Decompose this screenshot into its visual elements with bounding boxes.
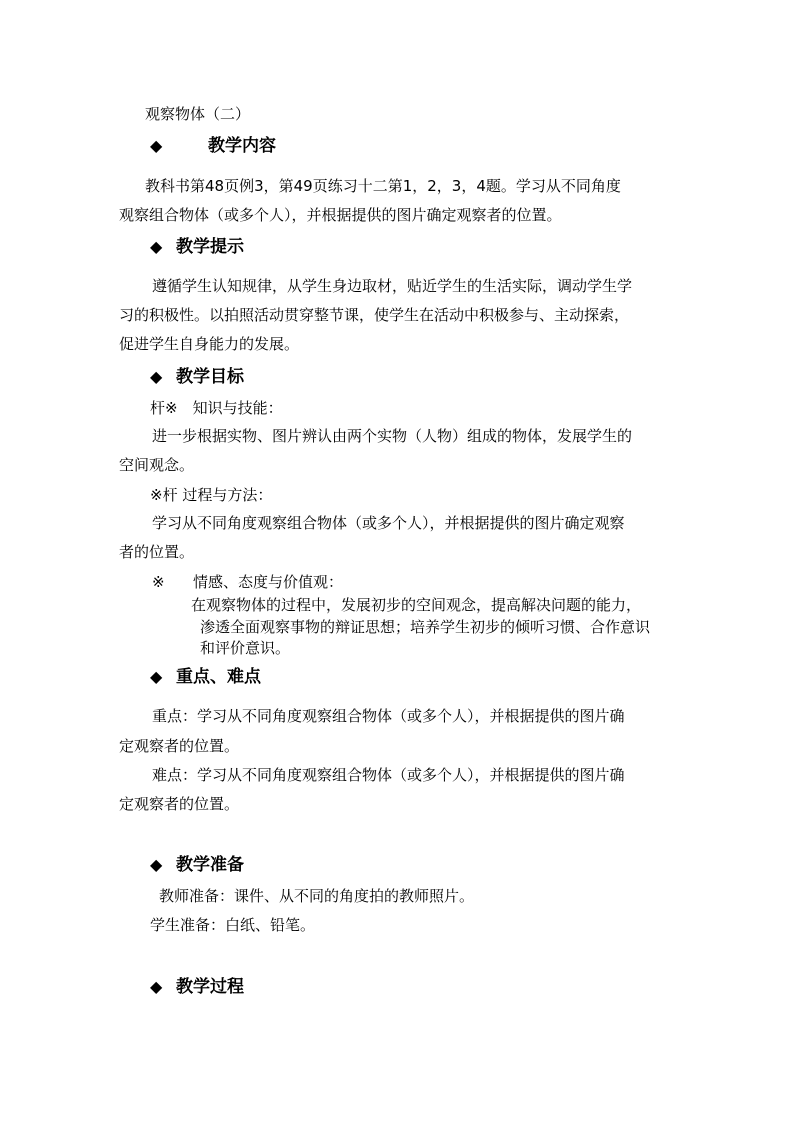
goal-line: 和评价意识。: [200, 639, 291, 657]
content-line: 观察组合物体（或多个人），并根据提供的图片确定观察者的位置。: [119, 206, 562, 224]
bullet-diamond-icon: ◆: [150, 136, 163, 155]
heading-content: 教学内容: [208, 136, 276, 156]
goal-sub-label: 杆※ 知识与技能：: [150, 399, 283, 417]
goal-line: 进一步根据实物、图片辨认由两个实物（人物）组成的物体，发展学生的: [152, 427, 633, 445]
bullet-diamond-icon: ◆: [150, 977, 163, 996]
doc-title: 观察物体（二）: [145, 105, 251, 123]
hint-line: 遵循学生认知规律，从学生身边取材，贴近学生的生活实际，调动学生学: [152, 277, 633, 295]
key-line: 难点：学习从不同角度观察组合物体（或多个人），并根据提供的图片确: [152, 766, 625, 784]
prep-line: 教师准备：课件、从不同的角度拍的教师照片。: [159, 887, 475, 905]
prep-line: 学生准备：白纸、铅笔。: [150, 916, 316, 934]
bullet-diamond-icon: ◆: [150, 367, 163, 386]
key-line: 重点：学习从不同角度观察组合物体（或多个人），并根据提供的图片确: [152, 707, 625, 725]
goal-line: 渗透全面观察事物的辩证思想；培养学生初步的倾听习惯、合作意识: [200, 618, 651, 636]
key-line: 定观察者的位置。: [119, 737, 240, 755]
hint-line: 促进学生自身能力的发展。: [119, 335, 300, 353]
heading-key-points: 重点、难点: [176, 667, 261, 687]
key-line: 定观察者的位置。: [119, 795, 240, 813]
heading-goals: 教学目标: [176, 367, 244, 387]
goal-line: 者的位置。: [119, 543, 195, 561]
goal-line: 空间观念。: [119, 456, 195, 474]
bullet-diamond-icon: ◆: [150, 667, 163, 686]
bullet-diamond-icon: ◆: [150, 237, 163, 256]
goal-line: 在观察物体的过程中，发展初步的空间观念，提高解决问题的能力，: [191, 596, 642, 614]
heading-hint: 教学提示: [176, 237, 244, 257]
heading-process: 教学过程: [176, 977, 244, 997]
goal-sub-label: ※杆 过程与方法：: [150, 486, 273, 504]
hint-line: 习的积极性。以拍照活动贯穿整节课，使学生在活动中积极参与、主动探索，: [119, 306, 630, 324]
reference-mark-icon: ※: [152, 573, 165, 591]
goal-sub-label: 情感、态度与价值观：: [193, 573, 344, 591]
goal-line: 学习从不同角度观察组合物体（或多个人），并根据提供的图片确定观察: [152, 514, 625, 532]
bullet-diamond-icon: ◆: [150, 855, 163, 874]
heading-prep: 教学准备: [176, 855, 244, 875]
content-line: 教科书第48页例3，第49页练习十二第1，2，3，4题。学习从不同角度: [145, 177, 621, 195]
